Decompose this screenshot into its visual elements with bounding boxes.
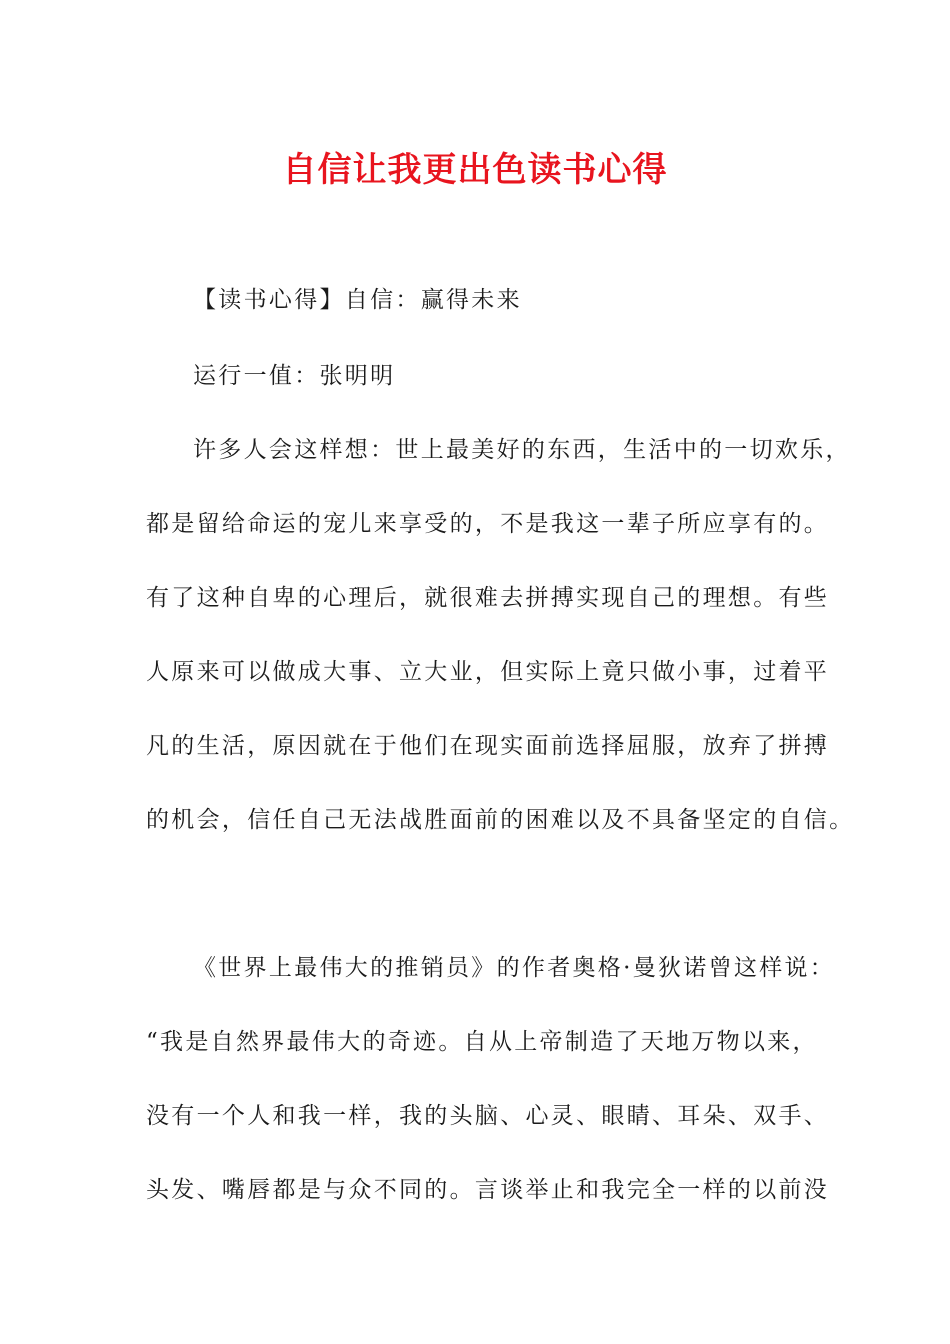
- paragraph-line: 有了这种自卑的心理后，就很难去拼搏实现自己的理想。有些: [146, 585, 830, 611]
- paragraph-line-author: 运行一值：张明明: [193, 363, 396, 389]
- paragraph-line: “我是自然界最伟大的奇迹。自从上帝制造了天地万物以来，: [146, 1029, 818, 1055]
- paragraph-line: 头发、嘴唇都是与众不同的。言谈举止和我完全一样的以前没: [146, 1177, 830, 1203]
- document-title: 自信让我更出色读书心得: [282, 150, 668, 190]
- paragraph-line-heading: 【读书心得】自信：赢得未来: [193, 287, 522, 313]
- paragraph-line: 许多人会这样想：世上最美好的东西，生活中的一切欢乐，: [193, 437, 851, 463]
- paragraph-line: 《世界上最伟大的推销员》的作者奥格·曼狄诺曾这样说：: [193, 955, 836, 981]
- paragraph-line: 没有一个人和我一样，我的头脑、心灵、眼睛、耳朵、双手、: [146, 1103, 830, 1129]
- paragraph-line: 凡的生活，原因就在于他们在现实面前选择屈服，放弃了拼搏: [146, 733, 830, 759]
- paragraph-line: 都是留给命运的宠儿来享受的，不是我这一辈子所应享有的。: [146, 511, 830, 537]
- paragraph-line: 人原来可以做成大事、立大业，但实际上竟只做小事，过着平: [146, 659, 830, 685]
- paragraph-line: 的机会，信任自己无法战胜面前的困难以及不具备坚定的自信。: [146, 807, 855, 833]
